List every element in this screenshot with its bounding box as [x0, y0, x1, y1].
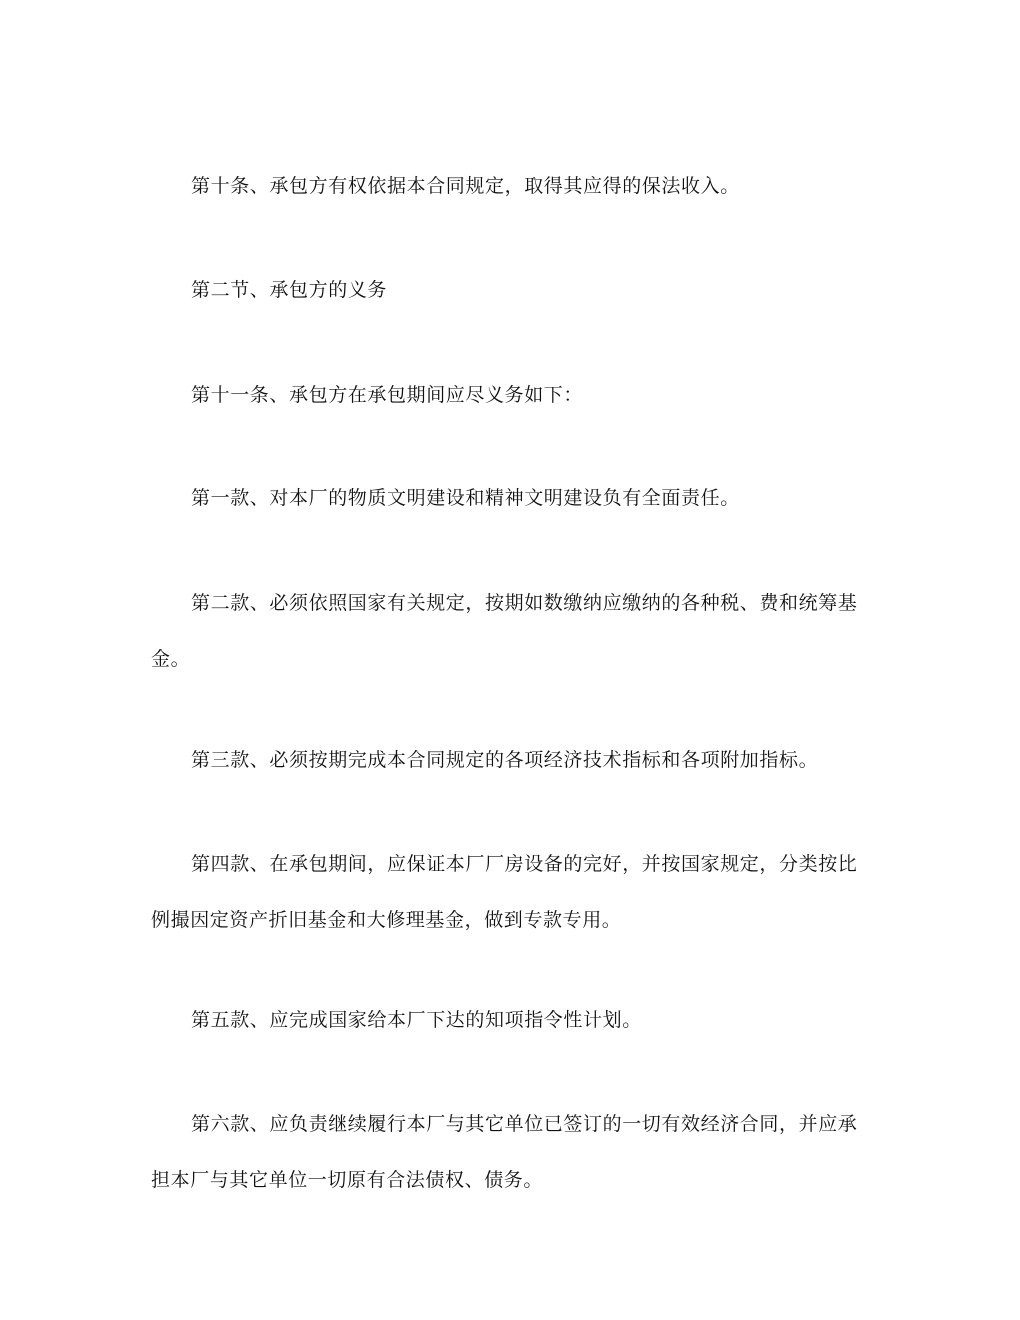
item-6: 第六款、应负责继续履行本厂与其它单位已签订的一切有效经济合同，并应承担本厂与其它单位一切原有合法债权、债务。 [151, 1113, 858, 1191]
item-4: 第四款、在承包期间，应保证本厂厂房设备的完好，并按国家规定，分类按比例撮因定资产折旧基金和大修理基金，做到专款专用。 [151, 853, 858, 931]
item-1: 第一款、对本厂的物质文明建设和精神文明建设负有全面责任。 [191, 487, 740, 509]
item-5: 第五款、应完成国家给本厂下达的知项指令性计划。 [191, 1009, 642, 1031]
clause-10: 第十条、承包方有权依据本合同规定，取得其应得的保法收入。 [191, 175, 740, 197]
clause-11: 第十一条、承包方在承包期间应尽义务如下： [191, 384, 584, 406]
item-3: 第三款、必须按期完成本合同规定的各项经济技术指标和各项附加指标。 [191, 749, 819, 771]
section-2-heading: 第二节、承包方的义务 [191, 279, 388, 301]
item-2: 第二款、必须依照国家有关规定，按期如数缴纳应缴纳的各种税、费和统筹基金。 [151, 592, 858, 670]
